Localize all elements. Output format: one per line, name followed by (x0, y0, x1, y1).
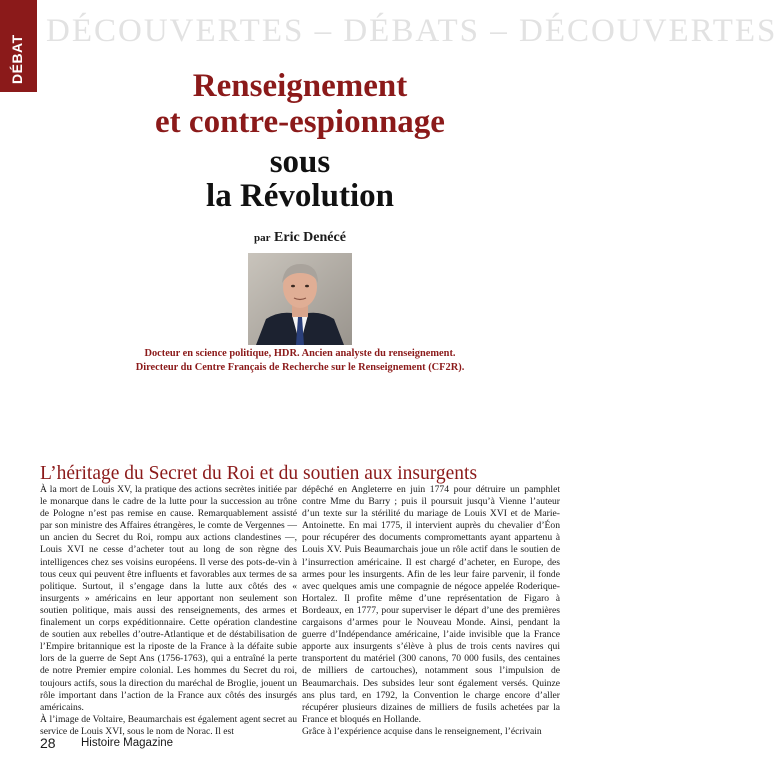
page-number: 28 (40, 735, 56, 751)
text-column-2 (302, 484, 560, 738)
credentials-line-1: Docteur en science politique, HDR. Ancien analyste du renseignement. (144, 348, 456, 359)
section-heading: L’héritage du Secret du Roi et du soutien aux insurgents (40, 463, 478, 484)
text-column-1 (40, 484, 297, 738)
author-name: Eric Denécé (274, 230, 346, 245)
title-line-2: et contre-espionnage (155, 104, 445, 140)
category-banner: DÉCOUVERTES – DÉBATS – DÉCOUVERTES (46, 13, 777, 49)
magazine-name: Histoire Magazine (81, 737, 174, 749)
paragraph: À l’image de Voltaire, Beaumarchais est également agent secret au service de Louis XVI, sous le nom de Norac. Il est (40, 713, 297, 737)
author-credentials (0, 347, 600, 375)
credentials-line-2: Directeur du Centre Français de Recherche sur le Renseignement (CF2R). (135, 362, 465, 373)
title-line-4: la Révolution (206, 178, 394, 214)
paragraph: Grâce à l’expérience acquise dans le renseignement, l’écrivain (302, 725, 542, 737)
byline-prefix: par (254, 232, 271, 244)
byline (0, 230, 600, 246)
author-photo (248, 253, 352, 345)
section-tab-label: DÉBAT (9, 34, 25, 84)
title-line-1: Renseignement (192, 68, 408, 104)
paragraph: dépêché en Angleterre en juin 1774 pour détruire un pamphlet contre Mme du Barry ; puis il poursuit jusqu’à Vienne l’auteur d’un texte sur la stérilité du mariage de Louis XVI et de Marie-Antoinette. En mai 1775, il intervient auprès du chevalier d’Éon pour récupérer des documents compromettants ayant appartenu à Louis XV. Puis Beaumarchais joue un rôle actif dans le soutien de l’insurrection américaine. Il est chargé d’acheter, en Europe, des armes pour les insurgents. Afin de les leur faire parvenir, il fonde avec quelques amis une compagnie de négoce appelée Roderique-Hortalez. Il profite même d’une représentation de Figaro à Bordeaux, en 1777, pour superviser le départ d’une des premières cargaisons d’armes pour le Nouveau Monde. Ainsi, pendant la guerre d’Indépendance américaine, l’aide invisible que la France apporte aux insurgents s’élève à plus de trois cents navires qui transportent du matériel (300 canons, 70 000 fusils, des centaines de milliers de cartouches), notamment sous l’impulsion de Beaumarchais. Des subsides leur sont également versés. Quinze ans plus tard, en 1792, la Convention le charge encore d’aller récupérer plusieurs dizaines de milliers de fusils achetées par la France et bloqués en Hollande. (302, 484, 560, 725)
paragraph: À la mort de Louis XV, la pratique des actions secrètes initiée par le monarque dans le cadre de la lutte pour la succession au trône de Pologne n’est pas remise en cause. Remarquablement assisté par son ministre des Affaires étrangères, le comte de Vergennes — un ancien du Secret du Roi, rompu aux actions clandestines —, Louis XVI ne cesse d’acheter tout au long de son règne des intelligences chez ses voisins européens. Il verse des pots-de-vin à tous ceux qui peuvent être influents et favorables aux termes de sa politique. Surtout, il s’engage dans la lutte aux côtés des « insurgents » américains en leur apportant non seulement son soutien politique, mais aussi des renseignements, des armes et finalement un corps expéditionnaire. Cette opération clandestine de soutien aux rebelles d’outre-Atlantique et de déstabilisation de l’Empire britannique est la riposte de la France à la défaite subie lors de la guerre de Sept Ans (1756-1763), qui a entraîné la perte de notre Premier empire colonial. Les hommes du Secret du roi, toujours actifs, sous la direction du maréchal de Broglie, jouent un rôle important dans l’action de la France aux côtés des insurgés américains. (40, 484, 297, 713)
title-line-3: sous (269, 144, 331, 180)
